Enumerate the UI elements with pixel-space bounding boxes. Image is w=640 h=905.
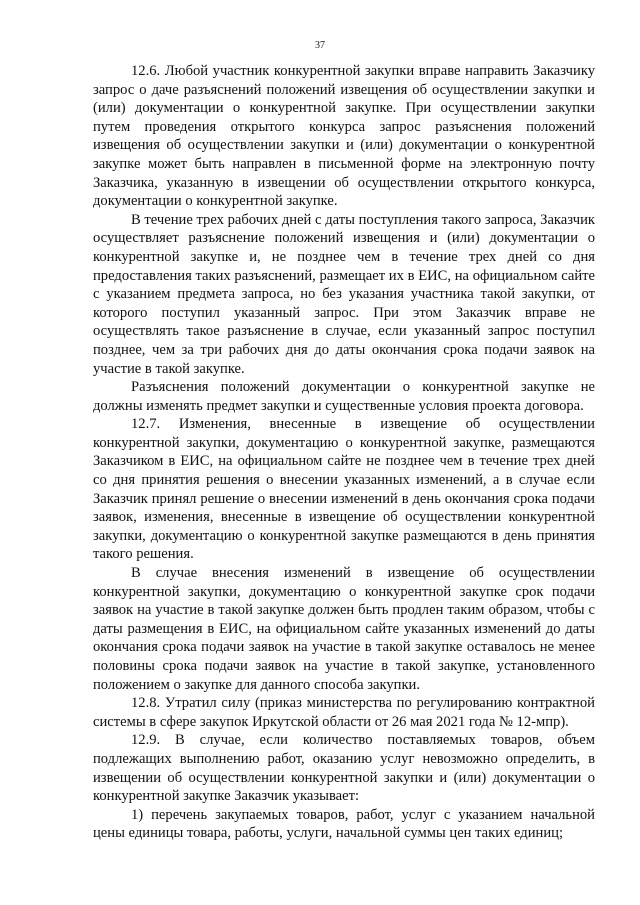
paragraph-12-7: 12.7. Изменения, внесенные в извещение об осуществлении конкурентной закупки, документацию о конкурентной закупке, размещаются Заказчиком в ЕИС, на официальном сайте не позднее чем в течение трех дней со дня принятия решения о внесении указанных изменений, а в случае если Заказчик принял решение о внесении изменений в день окончания срока подачи заявок, изменения, внесенные в извещение об осуществлении конкурентной закупки, документацию о конкурентной закупке размещаются в день принятия такого решения. <box>93 416 595 563</box>
paragraph-deadline-extension: В случае внесения изменений в извещение об осуществлении конкурентной закупки, документацию о конкурентной закупке срок подачи заявок на участие в такой закупке должен быть продлен таким образом, чтобы с даты размещения в ЕИС, на официальном сайте указанных изменений до даты окончания срока подачи заявок на участие в такой закупке оставалось не менее половины срока подачи заявок на участие в такой закупке, установленного положением о закупке для данного способа закупки. <box>93 565 595 693</box>
paragraph-12-6: 12.6. Любой участник конкурентной закупки вправе направить Заказчику запрос о даче разъяснений положений извещения об осуществлении закупки и (или) документации о конкурентной закупке. При осуществлении закупки путем проведения открытого конкурса запрос разъяснения положений извещения об осуществлении закупки и (или) документации о конкурентной закупке может быть направлен в письменной форме на электронную почту Заказчика, указанную в извещении об осуществлении открытого конкурса, документации о конкурентной закупке. <box>93 63 595 210</box>
paragraph-clarification-limits: Разъяснения положений документации о конкурентной закупке не должны изменять предмет закупки и существенные условия проекта договора. <box>93 379 595 414</box>
paragraph-clarification-terms: В течение трех рабочих дней с даты поступления такого запроса, Заказчик осуществляет разъяснение положений извещения и (или) документации о конкурентной закупке и, не позднее чем в течение трех дней со дня предоставления таких разъяснений, размещает их в ЕИС, на официальном сайте с указанием предмета запроса, но без указания участника такой закупки, от которого поступил указанный запрос. При этом Заказчик вправе не осуществлять такое разъяснение в случае, если указанный запрос поступил позднее, чем за три рабочих дня до даты окончания срока подачи заявок на участие в такой закупке. <box>93 211 595 377</box>
paragraph-12-9: 12.9. В случае, если количество поставляемых товаров, объем подлежащих выполнению работ, оказанию услуг невозможно определить, в извещении об осуществлении конкурентной закупки и (или) документации о конкурентной закупке Заказчик указывает: <box>93 732 595 805</box>
paragraph-12-8: 12.8. Утратил силу (приказ министерства по регулированию контрактной системы в сфере закупок Иркутской области от 26 мая 2021 года № 12-мпр). <box>93 695 595 730</box>
document-body <box>93 62 595 843</box>
page-number: 37 <box>315 40 325 51</box>
list-item-1: 1) перечень закупаемых товаров, работ, услуг с указанием начальной цены единицы товара, работы, услуги, начальной суммы цен таких единиц; <box>93 806 595 842</box>
